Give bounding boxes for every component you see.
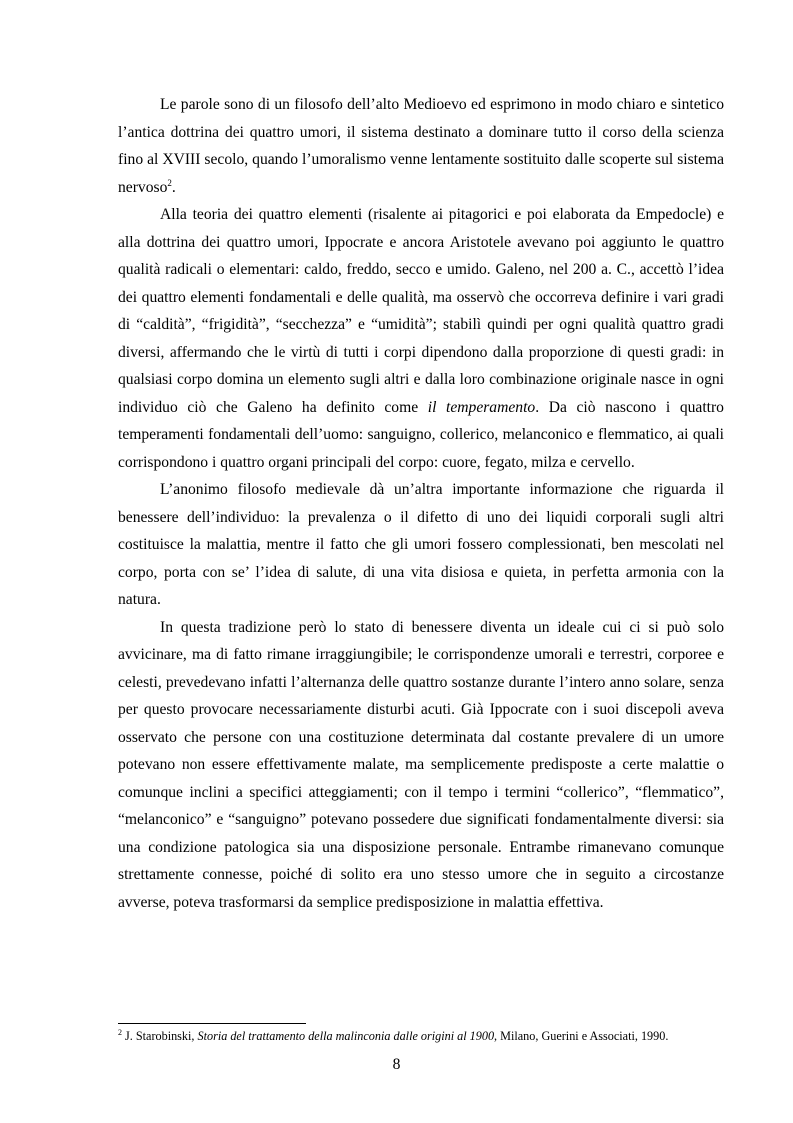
paragraph-4: In questa tradizione però lo stato di benessere diventa un ideale cui ci si può solo avvicinare, ma di fatto rimane irraggiungibile; le corrispondenze umorali e terrestri, corporee e celesti, prevedevano infatti l’alternanza delle quattro sostanze durante l’intero anno solare, senza per questo provocare necessariamente disturbi acuti. Già Ippocrate con i suoi discepoli aveva osservato che persone con una costituzione determinata dal costante prevalere di un umore potevano non essere effettivamente malate, ma semplicemente predisposte a certe malattie o comunque inclini a specifici atteggiamenti; con il tempo i termini “collerico”, “flemmatico”, “melanconico” e “sanguigno” potevano possedere due significati fondamentalmente diversi: sia una condizione patologica sia una disposizione personale. Entrambe rimanevano comunque strettamente connesse, poiché di solito era uno stesso umore che in seguito a circostanze avverse, poteva trasformarsi da semplice predisposizione in malattia effettiva. <box>118 618 724 911</box>
body-text <box>118 91 724 916</box>
footnote-author: J. Starobinski, <box>122 1029 198 1043</box>
footnote-title: Storia del trattamento della malinconia dalle origini al 1900 <box>197 1029 495 1043</box>
paragraph-1-text: Le parole sono di un filosofo dell’alto Medioevo ed esprimono in modo chiaro e sintetico l’antica dottrina dei quattro umori, il sistema destinato a dominare tutto il corso della scienza fino al XVIII secolo, quando l’umoralismo venne lentamente sostituito dalle scoperte sul sistema nervoso <box>118 96 724 196</box>
paragraph-2-text: Alla teoria dei quattro elementi (risalente ai pitagorici e poi elaborata da Empedocle) e alla dottrina dei quattro umori, Ippocrate e ancora Aristotele avevano poi aggiunto le quattro qualità radicali o elementari: caldo, freddo, secco e umido. Galeno, nel 200 a. C., accettò l’idea dei quattro elementi fondamentali e delle qualità, ma osservò che occorreva definire i vari gradi di “caldità”, “frigidità”, “secchezza” e “umidità”; stabilì quindi per ogni qualità quattro gradi diversi, affermando che le virtù di tutti i corpi dipendono dalla proporzione di questi gradi: in qualsiasi corpo domina un elemento sugli altri e dalla loro combinazione originale nasce in ogni individuo ciò che Galeno ha definito come <box>118 206 724 416</box>
footnote-details: , Milano, Guerini e Associati, 1990. <box>494 1029 669 1043</box>
paragraph-1-end: . <box>171 178 176 196</box>
paragraph-2 <box>118 201 724 476</box>
paragraph-1 <box>118 91 724 201</box>
paragraph-2-end: . Da ciò nascono i quattro temperamenti fondamentali dell’uomo: sanguigno, collerico, melanconico e flemmatico, ai quali corrispondono i quattro organi principali del corpo: cuore, fegato, milza e cervello. <box>118 398 724 471</box>
paragraph-2-emphasis: il temperamento <box>427 398 536 416</box>
footnote-reference[interactable]: 2 <box>167 177 172 188</box>
footnote <box>118 1028 758 1044</box>
footnote-separator <box>118 1023 306 1024</box>
footnote-number: 2 <box>118 1028 122 1037</box>
paragraph-3: L’anonimo filosofo medievale dà un’altra importante informazione che riguarda il benessere dell’individuo: la prevalenza o il difetto di uno dei liquidi corporali sugli altri costituisce la malattia, mentre il fatto che gli umori fossero complessionati, ben mescolati nel corpo, porta con se’ l’idea di salute, di una vita disiosa e quieta, in perfetta armonia con la natura. <box>118 481 724 608</box>
page-number: 8 <box>392 1056 401 1073</box>
